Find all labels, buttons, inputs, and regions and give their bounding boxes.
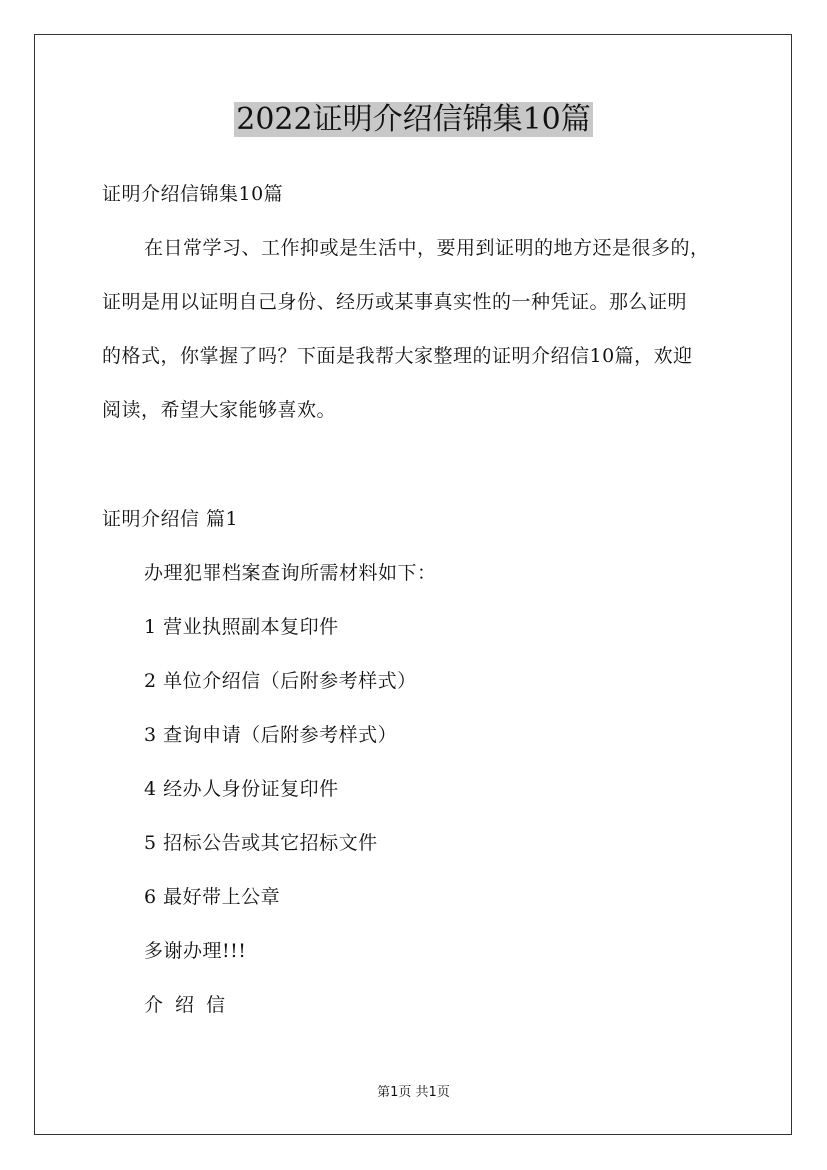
section-heading: 证明介绍信 篇1 [102,508,239,530]
letter-title: 介绍信 [144,994,238,1016]
intro-line-2: 证明是用以证明自己身份、经历或某事真实性的一种凭证。那么证明 [102,291,688,313]
thanks-text: 多谢办理!!! [144,940,247,962]
list-item: 6 最好带上公章 [144,886,281,908]
intro-line-1: 在日常学习、工作抑或是生活中，要用到证明的地方还是很多的， [144,237,710,259]
list-item: 2 单位介绍信（后附参考样式） [144,670,417,692]
list-item: 4 经办人身份证复印件 [144,778,339,800]
section-intro: 办理犯罪档案查询所需材料如下： [144,562,437,584]
intro-line-3: 的格式，你掌握了吗？下面是我帮大家整理的证明介绍信10篇，欢迎 [102,345,693,367]
intro-line-4: 阅读，希望大家能够喜欢。 [102,399,337,421]
list-item: 5 招标公告或其它招标文件 [144,832,378,854]
document-title-text: 2022证明介绍信锦集10篇 [236,102,591,137]
list-item: 3 查询申请（后附参考样式） [144,724,398,746]
document-subtitle: 证明介绍信锦集10篇 [102,183,284,205]
document-title [0,100,827,140]
page-footer: 第1页 共1页 [377,1085,450,1100]
list-item: 1 营业执照副本复印件 [144,616,339,638]
